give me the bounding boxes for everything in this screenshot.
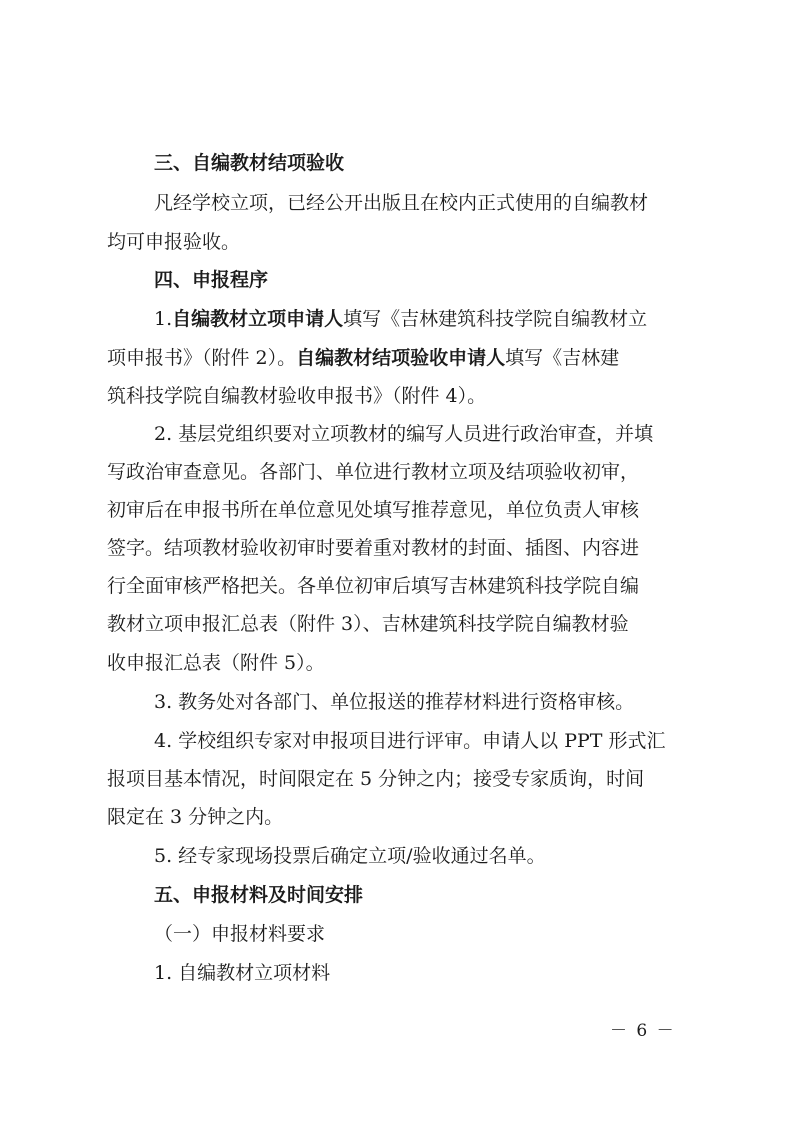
item-1-line-2 — [107, 345, 619, 371]
paragraph-line: 收申报汇总表（附件 5）。 — [107, 652, 325, 674]
item-1-line-1 — [154, 306, 647, 332]
section-4-heading: 四、申报程序 — [154, 269, 269, 291]
item-number: 1. — [154, 308, 173, 330]
subsection-heading: （一）申报材料要求 — [154, 923, 326, 945]
section-5-heading: 五、申报材料及时间安排 — [154, 884, 364, 906]
paragraph-line: 写政治审查意见。各部门、单位进行教材立项及结项验收初审， — [107, 461, 640, 483]
paragraph-line: 3. 教务处对各部门、单位报送的推荐材料进行资格审核。 — [154, 691, 635, 713]
paragraph-line: 5. 经专家现场投票后确定立项/验收通过名单。 — [154, 845, 546, 867]
paragraph-line: 教材立项申报汇总表（附件 3）、吉林建筑科技学院自编教材验 — [107, 613, 629, 635]
paragraph-line: 报项目基本情况，时间限定在 5 分钟之内；接受专家质询，时间 — [107, 768, 645, 790]
page-number: － 6 － — [610, 1021, 676, 1041]
text-run: 填写《吉林建 — [505, 347, 620, 369]
paragraph-line: 4. 学校组织专家对申报项目进行评审。申请人以 PPT 形式汇 — [154, 730, 666, 752]
bold-phrase: 自编教材立项申请人 — [172, 308, 344, 330]
paragraph-line: 2. 基层党组织要对立项教材的编写人员进行政治审查，并填 — [154, 423, 654, 445]
paragraph-line: 均可申报验收。 — [107, 231, 241, 253]
bold-phrase: 自编教材结项验收申请人 — [296, 347, 506, 369]
paragraph-line: 行全面审核严格把关。各单位初审后填写吉林建筑科技学院自编 — [107, 575, 640, 597]
paragraph-line: 1. 自编教材立项材料 — [154, 962, 331, 984]
paragraph-line: 初审后在申报书所在单位意见处填写推荐意见，单位负责人审核 — [107, 499, 640, 521]
text-run: 填写《吉林建筑科技学院自编教材立 — [343, 308, 648, 330]
text-run: 项申报书》（附件 2）。 — [107, 347, 297, 369]
paragraph-line: 筑科技学院自编教材验收申报书》（附件 4）。 — [107, 385, 487, 407]
paragraph-line: 限定在 3 分钟之内。 — [107, 806, 284, 828]
paragraph-line: 凡经学校立项，已经公开出版且在校内正式使用的自编教材 — [154, 192, 649, 214]
section-3-heading: 三、自编教材结项验收 — [154, 152, 345, 174]
paragraph-line: 签字。结项教材验收初审时要着重对教材的封面、插图、内容进 — [107, 537, 640, 559]
